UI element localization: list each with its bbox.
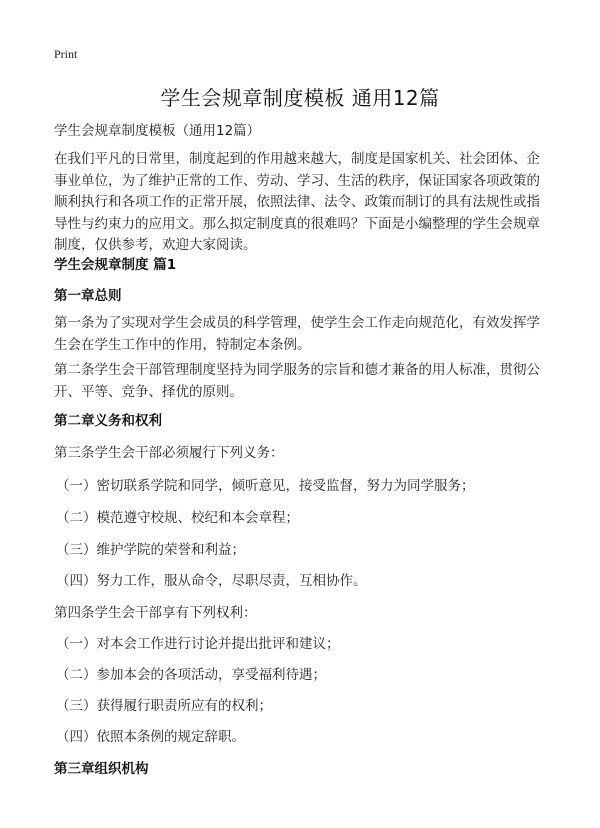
intro-paragraph: 在我们平凡的日常里，制度起到的作用越来越大，制度是国家机关、社会团体、企事业单位，为了维护正常的工作、劳动、学习、生活的秩序，保证国家各项政策的顺利执行和各项工作的正常开展，依照法律、法令、政策而制订的具有法规性或指导性与约束力的应用文。那么拟定制度真的很难吗？下面是小编整理的学生会规章制度，仅供参考，欢迎大家阅读。 [54, 151, 540, 253]
duty-item: （三）维护学院的荣誉和利益； [56, 542, 245, 558]
section-heading: 学生会规章制度 篇1 [54, 257, 177, 273]
print-link[interactable]: Print [54, 47, 78, 61]
right-item: （一）对本会工作进行讨论并提出批评和建议； [56, 636, 340, 652]
right-item: （二）参加本会的各项活动，享受福利待遇； [56, 667, 326, 683]
document-subtitle: 学生会规章制度模板（通用12篇） [54, 123, 261, 139]
duty-item: （一）密切联系学院和同学，倾听意见，接受监督，努力为同学服务； [56, 478, 475, 494]
article1-paragraph: 第一条为了实现对学生会成员的科学管理，使学生会工作走向规范化，有效发挥学生会在学生工作中的作用，特制定本条例。 [54, 315, 540, 353]
chapter2-heading: 第二章义务和权利 [54, 413, 162, 429]
right-item: （三）获得履行职责所应有的权利； [56, 698, 272, 714]
article3-paragraph: 第三条学生会干部必须履行下列义务： [54, 445, 284, 461]
article2-paragraph: 第二条学生会干部管理制度坚持为同学服务的宗旨和德才兼备的用人标准，贯彻公开、平等、竞争、择优的原则。 [54, 362, 540, 400]
document-title: 学生会规章制度模板 通用12篇 [160, 86, 440, 110]
duty-item: （四）努力工作，服从命令，尽职尽责，互相协作。 [56, 573, 367, 589]
duty-item: （二）模范遵守校规、校纪和本会章程； [56, 510, 299, 526]
chapter3-heading: 第三章组织机构 [54, 761, 149, 777]
article4-paragraph: 第四条学生会干部享有下列权利： [54, 605, 257, 621]
right-item: （四）依照本条例的规定辞职。 [56, 729, 245, 745]
chapter1-heading: 第一章总则 [54, 288, 122, 304]
